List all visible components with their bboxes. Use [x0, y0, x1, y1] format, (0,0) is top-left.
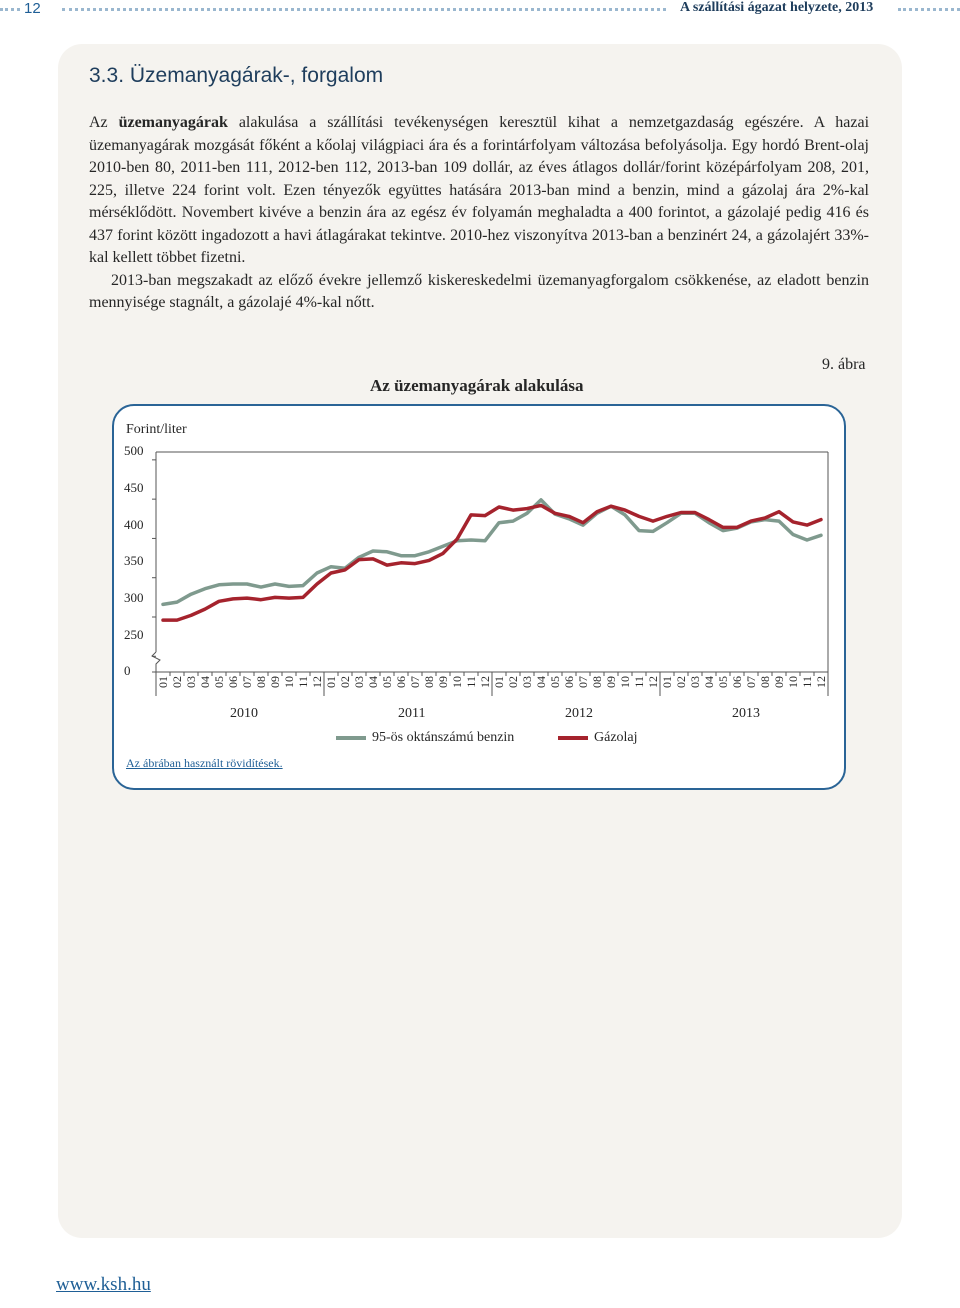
- x-tick-label: 08: [590, 676, 604, 688]
- x-tick-label: 07: [744, 676, 758, 688]
- x-tick-label: 04: [198, 676, 212, 688]
- x-tick-label: 09: [268, 676, 282, 688]
- x-tick-label: 10: [786, 676, 800, 688]
- legend-item-benzin: [336, 730, 514, 748]
- x-tick-label: 03: [184, 676, 198, 688]
- y-tick-250: 250: [124, 627, 144, 642]
- x-tick-label: 11: [296, 676, 310, 688]
- y-axis-break: [152, 652, 160, 672]
- x-tick-label: 11: [464, 676, 478, 688]
- y-tick-0: 0: [124, 663, 131, 678]
- x-tick-label: 05: [212, 676, 226, 688]
- y-tick-500: 500: [124, 443, 144, 458]
- paragraph-1-bold-term: üzemanyagárak: [118, 114, 228, 131]
- x-tick-label: 02: [674, 676, 688, 688]
- x-tick-label: 02: [338, 676, 352, 688]
- x-tick-label: 09: [604, 676, 618, 688]
- x-tick-label: 12: [814, 676, 828, 688]
- x-tick-label: 06: [226, 676, 240, 688]
- x-tick-label: 05: [548, 676, 562, 688]
- x-tick-label: 06: [562, 676, 576, 688]
- year-label-2010: 2010: [230, 706, 258, 721]
- x-tick-label: 04: [702, 676, 716, 688]
- legend-swatch-gazolaj: [558, 736, 588, 740]
- x-tick-label: 11: [632, 676, 646, 688]
- x-tick-label: 02: [506, 676, 520, 688]
- x-tick-label: 01: [660, 676, 674, 688]
- year-label-2013: 2013: [732, 706, 760, 721]
- x-tick-label: 06: [730, 676, 744, 688]
- paragraph-1-rest: alakulása a szállítási tevékenységen keresztül kihat a nemzetgazdaság egészére. A hazai üzemanyagárak mozgását főként a kőolaj világpiaci ára és a forintárfolyam változása befolyásolja. Egy hordó Brent-olaj 2010-ben 80, 2011-ben 111, 2012-ben 112, 2013-ban 109 dollár, az éves átlagos dollár/forint középárfolyam 208, 201, 225, illetve 224 forint volt. Ezen tényezők együttes hatására 2013-ban mind a benzin, mind a gázolaj ára 2%-kal mérséklődött. Novembert kivéve a benzin ára az egész év folyamán meghaladta a 400 forintot, a gázolajé pedig 416 és 437 forint között ingadozott a havi átlagárakat tekintve. 2010-hez viszonyítva 2013-ban a benzinért 24, a gázolajért 33%-kal kellett többet fizetni.: [89, 114, 870, 266]
- x-tick-label: 10: [618, 676, 632, 688]
- x-tick-label: 06: [394, 676, 408, 688]
- x-tick-label: 03: [352, 676, 366, 688]
- x-tick-label: 12: [478, 676, 492, 688]
- x-tick-label: 07: [408, 676, 422, 688]
- x-tick-label: 03: [688, 676, 702, 688]
- x-tick-label: 01: [324, 676, 338, 688]
- figure-title: Az üzemanyagárak alakulása: [370, 376, 584, 395]
- abbreviations-link[interactable]: Az ábrában használt rövidítések.: [126, 756, 283, 770]
- legend-label-gazolaj: Gázolaj: [594, 730, 638, 745]
- section-title: 3.3. Üzemanyagárak-, forgalom: [89, 64, 384, 87]
- x-tick-label: 05: [716, 676, 730, 688]
- x-tick-label: 04: [366, 676, 380, 688]
- legend-swatch-benzin: [336, 736, 366, 740]
- x-tick-label: 03: [520, 676, 534, 688]
- year-label-2012: 2012: [565, 706, 593, 721]
- y-tick-350: 350: [124, 553, 144, 568]
- year-label-2011: 2011: [398, 706, 426, 721]
- legend-item-gazolaj: [558, 730, 638, 748]
- x-tick-label: 09: [772, 676, 786, 688]
- x-tick-label: 07: [240, 676, 254, 688]
- y-tick-450: 450: [124, 480, 144, 495]
- legend-label-benzin: 95-ös oktánszámú benzin: [372, 730, 515, 745]
- x-tick-label: 01: [156, 676, 170, 688]
- series-line-benzin: [163, 500, 821, 605]
- x-tick-label: 08: [422, 676, 436, 688]
- x-tick-label: 02: [170, 676, 184, 688]
- series-line-gazolaj: [163, 505, 821, 620]
- x-tick-label: 08: [254, 676, 268, 688]
- figure-number: 9. ábra: [822, 356, 866, 373]
- page-number: 12: [24, 0, 41, 17]
- x-tick-label: 08: [758, 676, 772, 688]
- x-tick-label: 11: [800, 676, 814, 688]
- x-tick-label: 10: [450, 676, 464, 688]
- x-tick-label: 09: [436, 676, 450, 688]
- x-tick-label: 04: [534, 676, 548, 688]
- paragraph-2: 2013-ban megszakadt az előző évekre jellemző kiskereskedelmi üzemanyagforgalom csökkenése, az eladott benzin mennyisége stagnált, a gázolajé 4%-kal nőtt.: [89, 271, 869, 311]
- footer-website-link[interactable]: www.ksh.hu: [56, 1274, 151, 1295]
- x-tick-label: 10: [282, 676, 296, 688]
- x-tick-label: 01: [492, 676, 506, 688]
- paragraph-1-start: Az: [89, 114, 119, 131]
- y-tick-300: 300: [124, 590, 144, 605]
- running-header-title: A szállítási ágazat helyzete, 2013: [680, 0, 874, 15]
- x-tick-label: 05: [380, 676, 394, 688]
- x-tick-label: 12: [646, 676, 660, 688]
- y-tick-400: 400: [124, 517, 144, 532]
- x-tick-label: 12: [310, 676, 324, 688]
- x-tick-label: 07: [576, 676, 590, 688]
- y-axis-title: Forint/liter: [126, 422, 187, 437]
